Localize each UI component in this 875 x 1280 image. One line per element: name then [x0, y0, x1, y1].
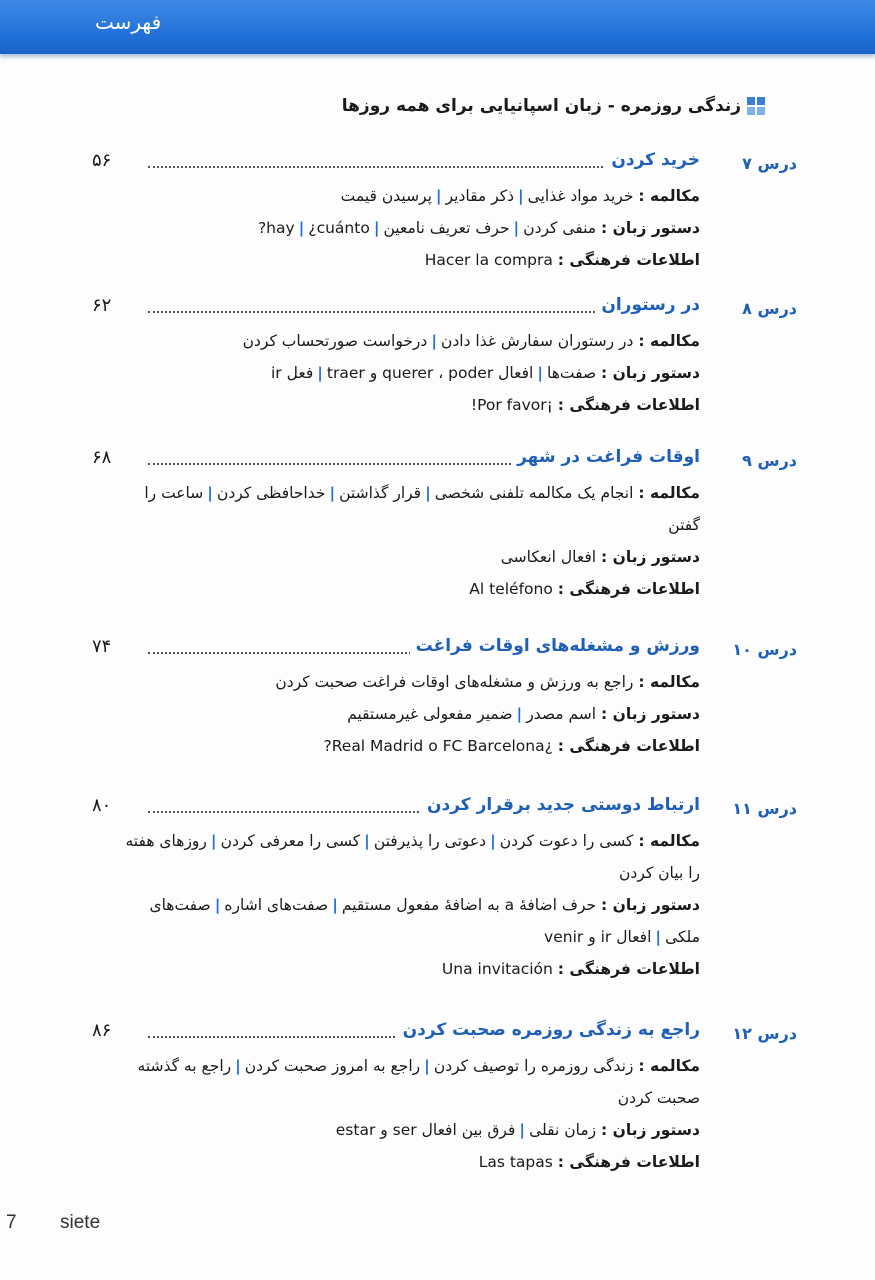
line-part: راجع به امروز صحبت کردن	[244, 1057, 421, 1075]
line-label: اطلاعات فرهنگی :	[557, 251, 700, 269]
lesson-detail-line	[110, 541, 700, 573]
separator-bar: |	[516, 705, 523, 723]
line-part: کسی را معرفی کردن	[220, 832, 361, 850]
line-label: اطلاعات فرهنگی :	[557, 580, 700, 598]
lesson-header	[0, 1020, 875, 1050]
lesson-detail-line	[110, 666, 700, 698]
line-label: دستور زبان :	[601, 219, 700, 237]
line-part: زندگی روزمره را توصیف کردن	[433, 1057, 634, 1075]
lesson-page-number: ۸۰	[92, 795, 112, 816]
lesson-header	[0, 795, 875, 825]
separator-bar: |	[317, 364, 323, 382]
line-label: مکالمه :	[638, 484, 700, 502]
line-part: انجام یک مکالمه تلفنی شخصی	[434, 484, 634, 502]
separator-bar: |	[364, 832, 370, 850]
line-label: دستور زبان :	[601, 896, 700, 914]
line-part: اسم مصدر	[526, 705, 597, 723]
separator-bar: |	[425, 484, 431, 502]
line-label: مکالمه :	[638, 673, 700, 691]
separator-bar: |	[431, 332, 437, 350]
lesson-page-number: ۸۶	[92, 1020, 112, 1041]
lesson-page-number: ۶۸	[92, 447, 112, 468]
line-part: ¿cuánto?	[257, 219, 370, 237]
lesson-page-number: ۷۴	[92, 636, 112, 657]
line-part: حرف تعریف نامعین	[383, 219, 510, 237]
separator-bar: |	[537, 364, 543, 382]
line-label: دستور زبان :	[601, 705, 700, 723]
line-label: مکالمه :	[638, 1057, 700, 1075]
separator-bar: |	[214, 896, 221, 914]
lesson-label: درس ۷	[742, 154, 797, 173]
line-part: ضمیر مفعولی غیرمستقیم	[347, 705, 513, 723]
line-part: افعال انعکاسی	[500, 548, 597, 566]
separator-bar: |	[235, 1057, 241, 1075]
lesson-detail-line	[110, 1050, 700, 1114]
lesson-title[interactable]: در رستوران	[595, 295, 700, 315]
line-part: کسی را دعوت کردن	[499, 832, 634, 850]
lesson-entry[interactable]	[0, 295, 875, 421]
separator-bar: |	[329, 484, 336, 502]
line-part: قرار گذاشتن	[339, 484, 422, 502]
line-part: روزهای هفته را بیان کردن	[125, 832, 700, 882]
lesson-label: درس ۹	[742, 451, 797, 470]
lesson-detail-line	[110, 389, 700, 421]
lesson-header	[0, 636, 875, 666]
line-part: ساعت را گفتن	[144, 484, 700, 534]
lesson-entry[interactable]	[0, 795, 875, 985]
lesson-detail-line	[110, 325, 700, 357]
line-part: hay	[266, 219, 295, 237]
lesson-detail-line	[110, 477, 700, 541]
lesson-detail-line	[110, 730, 700, 762]
line-label: اطلاعات فرهنگی :	[557, 1153, 700, 1171]
lesson-detail-line	[110, 1146, 700, 1178]
lesson-title[interactable]: اوقات فراغت در شهر	[511, 447, 700, 467]
footer-page-number: 7	[6, 1212, 17, 1233]
line-label: دستور زبان :	[601, 364, 700, 382]
line-part: درخواست صورتحساب کردن	[242, 332, 428, 350]
lesson-title[interactable]: ورزش و مشغله‌های اوقات فراغت	[410, 636, 700, 656]
separator-bar: |	[207, 484, 213, 502]
lesson-title[interactable]: خرید کردن	[605, 150, 700, 170]
grid-icon	[747, 97, 765, 115]
line-part: راجع به گذشته صحبت کردن	[137, 1057, 700, 1107]
line-label: دستور زبان :	[601, 1121, 700, 1139]
line-part: فرق بین افعال ser و estar	[335, 1121, 516, 1139]
section-heading	[342, 96, 765, 116]
section-title: زندگی روزمره - زبان اسپانیایی برای همه روزها	[341, 96, 741, 116]
line-part: صفت‌های اشاره	[224, 896, 329, 914]
separator-bar: |	[373, 219, 380, 237]
header-banner	[0, 0, 875, 54]
line-part: ذکر مقادیر	[445, 187, 514, 205]
lesson-label: درس ۱۰	[732, 640, 797, 659]
line-label: مکالمه :	[638, 332, 700, 350]
separator-bar: |	[490, 832, 496, 850]
line-part: حرف اضافهٔ a به اضافهٔ مفعول مستقیم	[341, 896, 597, 914]
lesson-detail-line	[110, 698, 700, 730]
line-part: فعل ir	[271, 364, 314, 382]
line-part: دعوتی را پذیرفتن	[373, 832, 487, 850]
banner-title: فهرست	[95, 10, 162, 34]
line-label: مکالمه :	[638, 832, 700, 850]
separator-bar: |	[435, 187, 442, 205]
lesson-entry[interactable]	[0, 447, 875, 605]
lesson-header	[0, 295, 875, 325]
separator-bar: |	[298, 219, 305, 237]
lesson-detail-line	[110, 244, 700, 276]
line-part: پرسیدن قیمت	[340, 187, 432, 205]
lesson-title[interactable]: راجع به زندگی روزمره صحبت کردن	[397, 1020, 700, 1040]
separator-bar: |	[210, 832, 217, 850]
separator-bar: |	[518, 187, 524, 205]
lesson-detail-line	[110, 953, 700, 985]
line-part: Al teléfono	[469, 580, 553, 598]
line-part: ¿Real Madrid o FC Barcelona?	[323, 737, 553, 755]
line-label: دستور زبان :	[601, 548, 700, 566]
line-part: صفت‌ها	[546, 364, 597, 382]
lesson-title[interactable]: ارتباط دوستی جدید برقرار کردن	[421, 795, 700, 815]
separator-bar: |	[332, 896, 338, 914]
lesson-label: درس ۱۱	[732, 799, 797, 818]
lesson-header	[0, 150, 875, 180]
lesson-entry[interactable]	[0, 150, 875, 276]
line-part: Hacer la compra	[424, 251, 553, 269]
line-part: افعال ir و venir	[544, 928, 652, 946]
lesson-entry[interactable]	[0, 1020, 875, 1178]
lesson-entry[interactable]	[0, 636, 875, 762]
separator-bar: |	[655, 928, 662, 946]
separator-bar: |	[519, 1121, 526, 1139]
lesson-page-number: ۵۶	[92, 150, 112, 171]
lesson-detail-line	[110, 1114, 700, 1146]
lesson-detail-line	[110, 573, 700, 605]
line-part: Una invitación	[441, 960, 553, 978]
line-part: خرید مواد غذایی	[527, 187, 634, 205]
footer-page-word: siete	[60, 1212, 101, 1233]
separator-bar: |	[513, 219, 520, 237]
line-part: در رستوران سفارش غذا دادن	[440, 332, 634, 350]
line-part: خداحافظی کردن	[216, 484, 326, 502]
line-part: راجع به ورزش و مشغله‌های اوقات فراغت صحبت کردن	[275, 673, 634, 691]
lesson-header	[0, 447, 875, 477]
line-label: اطلاعات فرهنگی :	[557, 396, 700, 414]
lesson-detail-line	[110, 357, 700, 389]
line-part: ¡Por favor!	[470, 396, 553, 414]
line-label: اطلاعات فرهنگی :	[557, 960, 700, 978]
line-part: صفت‌های ملکی	[149, 896, 700, 946]
lesson-detail-line	[110, 180, 700, 212]
lesson-detail-line	[110, 889, 700, 953]
line-part: Las tapas	[478, 1153, 553, 1171]
line-label: مکالمه :	[638, 187, 700, 205]
line-part: منفی کردن	[523, 219, 597, 237]
lesson-label: درس ۸	[742, 299, 797, 318]
lesson-label: درس ۱۲	[732, 1024, 797, 1043]
line-part: زمان نقلی	[529, 1121, 597, 1139]
line-label: اطلاعات فرهنگی :	[557, 737, 700, 755]
lesson-page-number: ۶۲	[92, 295, 112, 316]
line-part: افعال querer ، poder و traer	[326, 364, 534, 382]
lesson-detail-line	[110, 825, 700, 889]
lesson-detail-line	[110, 212, 700, 244]
separator-bar: |	[424, 1057, 430, 1075]
